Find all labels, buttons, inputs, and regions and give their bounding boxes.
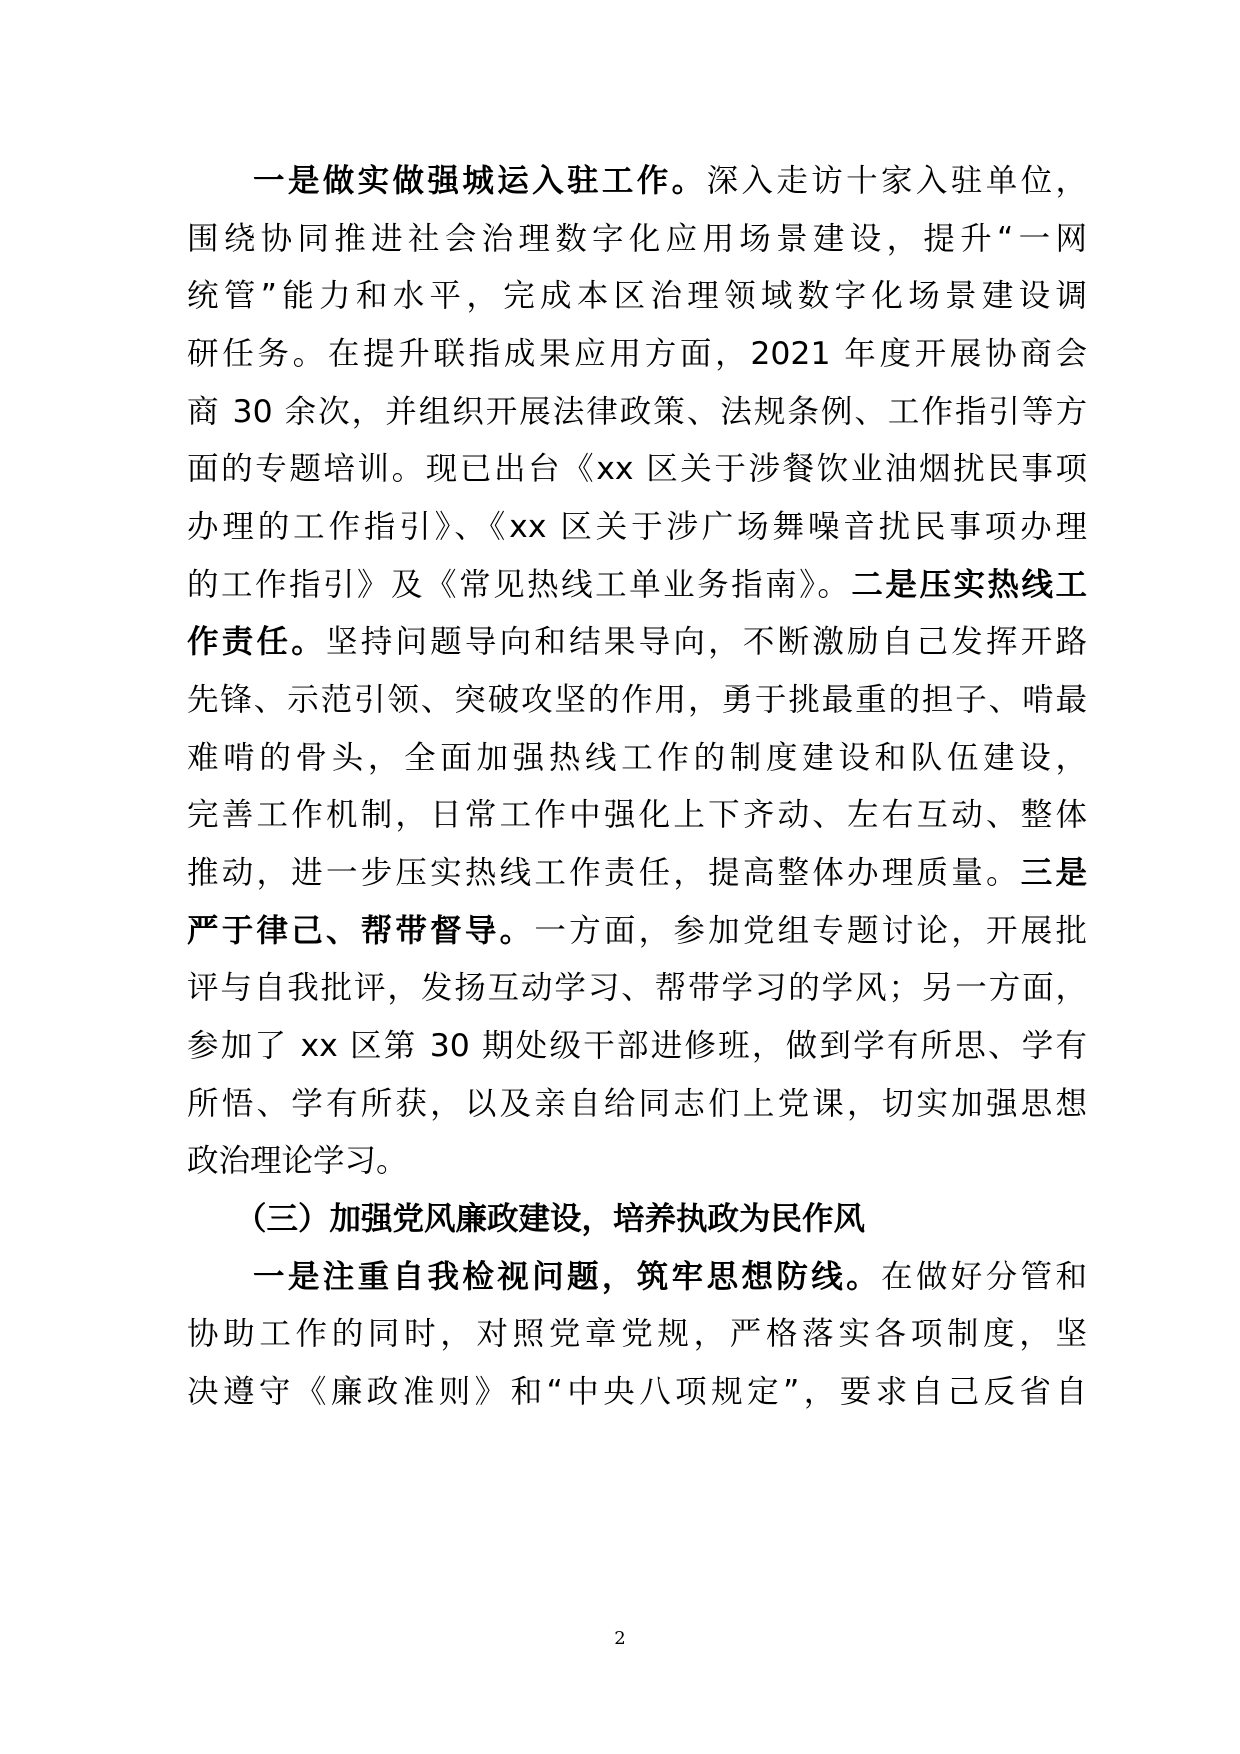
paragraph-line: 一是注重自我检视问题，筑牢思想防线。在做好分管和	[253, 1259, 1087, 1295]
paragraph-line: 围绕协同推进社会治理数字化应用场景建设，提升“一网	[187, 221, 1087, 257]
paragraph-line: 推动，进一步压实热线工作责任，提高整体办理质量。三是	[187, 855, 1087, 891]
paragraph-line: 作责任。坚持问题导向和结果导向，不断激励自己发挥开路	[187, 624, 1087, 660]
paragraph-line: 面的专题培训。现已出台《xx 区关于涉餐饮业油烟扰民事项	[187, 451, 1087, 487]
page-number: 2	[614, 1628, 626, 1649]
paragraph-line: 统管”能力和水平，完成本区治理领域数字化场景建设调	[187, 278, 1087, 314]
bold-lead: 一是注重自我检视问题，筑牢思想防线。	[253, 1259, 882, 1295]
paragraph-line: 商 30 余次，并组织开展法律政策、法规条例、工作指引等方	[187, 394, 1087, 430]
paragraph-line: 的工作指引》及《常见热线工单业务指南》。二是压实热线工	[187, 567, 1087, 603]
paragraph-line: 所悟、学有所获，以及亲自给同志们上党课，切实加强思想	[187, 1086, 1087, 1122]
paragraph-line: 研任务。在提升联指成果应用方面，2021 年度开展协商会	[187, 336, 1087, 372]
paragraph-line: 一是做实做强城运入驻工作。深入走访十家入驻单位，	[253, 163, 1087, 199]
paragraph-line: 决遵守《廉政准则》和“中央八项规定”，要求自己反省自	[187, 1374, 1087, 1410]
bold-lead: 三是	[1020, 855, 1087, 891]
bold-lead: 二是压实热线工	[851, 567, 1087, 603]
paragraph-line: 协助工作的同时，对照党章党规，严格落实各项制度，坚	[187, 1316, 1087, 1352]
paragraph-line: 办理的工作指引》、《xx 区关于涉广场舞噪音扰民事项办理	[187, 509, 1087, 545]
paragraph-line: 完善工作机制，日常工作中强化上下齐动、左右互动、整体	[187, 797, 1087, 833]
bold-lead: 一是做实做强城运入驻工作。	[253, 163, 707, 199]
bold-lead: 作责任。	[187, 624, 326, 660]
paragraph-line: 先锋、示范引领、突破攻坚的作用，勇于挑最重的担子、啃最	[187, 682, 1087, 718]
paragraph-line: 评与自我批评，发扬互动学习、帮带学习的学风；另一方面，	[187, 970, 1087, 1006]
paragraph-line: 政治理论学习。	[187, 1143, 408, 1179]
section-heading: （三）加强党风廉政建设，培养执政为民作风	[235, 1201, 866, 1237]
bold-lead: 严于律己、帮带督导。	[187, 913, 535, 949]
paragraph-line: 严于律己、帮带督导。一方面，参加党组专题讨论，开展批	[187, 913, 1087, 949]
paragraph-line: 参加了 xx 区第 30 期处级干部进修班，做到学有所思、学有	[187, 1028, 1087, 1064]
paragraph-line: 难啃的骨头，全面加强热线工作的制度建设和队伍建设，	[187, 740, 1087, 776]
